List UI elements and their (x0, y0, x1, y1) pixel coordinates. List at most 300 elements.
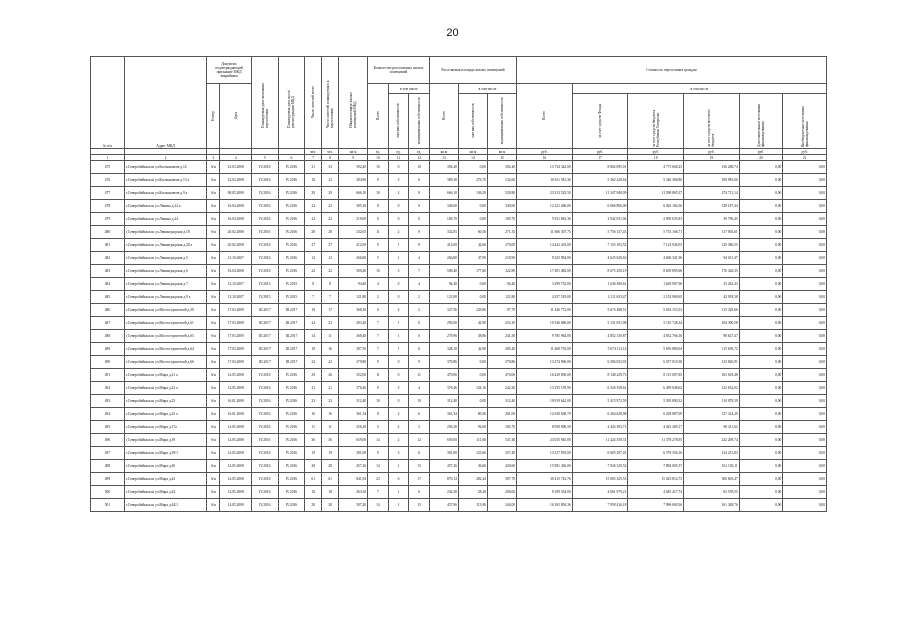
cell-res-pl: 22 (322, 265, 339, 278)
cell-area: 666,10 (339, 187, 368, 200)
cell-res: 19 (305, 447, 322, 460)
cell-a-tot: 470,06 (429, 369, 458, 382)
cell-n: 496 (91, 434, 125, 447)
cell-date: 14.05.2008 (220, 434, 251, 447)
cell-rooms: 14 (368, 499, 389, 512)
cell-c-loc: 306 603,47 (684, 473, 740, 486)
cell-a-priv: 0,00 (458, 291, 487, 304)
cell-r-mun: 17 (409, 473, 430, 486)
table-row (91, 200, 827, 213)
cell-c-oth: 0,00 (783, 174, 827, 187)
cell-c-fund: 5 131 651,98 (572, 317, 628, 330)
cell-c-tot: 13 274 906,00 (517, 356, 573, 369)
cell-rooms: 4 (368, 278, 389, 291)
cell-r-priv: 0 (388, 278, 409, 291)
cell-a-priv: 113,96 (458, 499, 487, 512)
column-number-cell: 2 (124, 155, 206, 161)
column-number-cell: 17 (572, 155, 628, 161)
cell-a-priv: 80,56 (458, 408, 487, 421)
cell-date: 16.04.2008 (220, 213, 251, 226)
cell-n: 481 (91, 239, 125, 252)
cell-a-tot: 500,40 (429, 265, 458, 278)
table-row (91, 265, 827, 278)
cell-demol: IV.2016 (278, 265, 305, 278)
cell-res-pl: 12 (322, 252, 339, 265)
cell-date: 16.04.2008 (220, 265, 251, 278)
cell-c-reg: 6 578 356,16 (628, 447, 684, 460)
cell-n: 484 (91, 278, 125, 291)
cell-demol: IV.2016 (278, 187, 305, 200)
table-row (91, 499, 827, 512)
cell-c-oth: 0,00 (783, 161, 827, 174)
header-cost-extra: Дополнительные источники финансирования (739, 94, 783, 149)
cell-res-pl: 28 (322, 499, 339, 512)
cell-c-fund: 5 756 137,43 (572, 226, 628, 239)
cell-res: 29 (305, 187, 322, 200)
cell-res: 31 (305, 161, 322, 174)
cell-res: 23 (305, 395, 322, 408)
table-row (91, 161, 827, 174)
cell-r-mun: 6 (409, 330, 430, 343)
cell-date: 13.10.2007 (220, 291, 251, 304)
cell-n: 499 (91, 473, 125, 486)
cell-demol: IV.2016 (278, 473, 305, 486)
unit-cell: руб. (517, 149, 573, 155)
cell-rooms: 6 (368, 213, 389, 226)
cell-c-tot: 12 221 266,00 (517, 200, 573, 213)
header-area-municipal: муниципальная собственность (487, 94, 516, 149)
cell-demol: IV.2016 (278, 252, 305, 265)
cell-demol: IV.2016 (278, 486, 305, 499)
cell-c-oth: 0,00 (783, 421, 827, 434)
cell-doc: б/н (207, 187, 220, 200)
cell-n: 482 (91, 252, 125, 265)
table-row (91, 213, 827, 226)
cell-doc: б/н (207, 239, 220, 252)
cell-res: 28 (305, 499, 322, 512)
cell-c-oth: 0,00 (783, 239, 827, 252)
cell-c-loc: 128 187,44 (684, 200, 740, 213)
cell-n: 480 (91, 226, 125, 239)
cell-res-pl: 8 (322, 278, 339, 291)
cell-a-mun: 169,70 (487, 213, 516, 226)
cell-c-tot: 23 213 525,50 (517, 187, 573, 200)
cell-a-tot: 279,96 (429, 330, 458, 343)
cell-addr: г.Северобайкальск ул.Мира д.25 а (124, 408, 206, 421)
cell-res-pl: 22 (322, 200, 339, 213)
cell-area: 376,46 (339, 382, 368, 395)
cell-a-mun: 218,90 (487, 252, 516, 265)
unit-cell: кв.м (487, 149, 516, 155)
cell-c-add: 0,00 (739, 356, 783, 369)
cell-res-pl: 16 (322, 408, 339, 421)
relocation-registry-table (90, 56, 827, 512)
cell-a-mun: 121,80 (487, 291, 516, 304)
cell-c-add: 0,00 (739, 460, 783, 473)
cell-area: 387,50 (339, 343, 368, 356)
cell-a-tot: 870,14 (429, 473, 458, 486)
cell-c-fund: 11 347 948,99 (572, 187, 628, 200)
cell-c-reg: 15 023 814,73 (628, 473, 684, 486)
cell-a-tot: 266,80 (429, 252, 458, 265)
unit-cell: ед. (409, 149, 430, 155)
cell-r-priv: 1 (388, 252, 409, 265)
cell-doc: б/н (207, 226, 220, 239)
cell-c-add: 0,00 (739, 447, 783, 460)
cell-addr: г.Северобайкальск ул.Мостостроителей д.61 (124, 317, 206, 330)
cell-n: 486 (91, 304, 125, 317)
cell-reloc: IV.2016 (251, 252, 278, 265)
cell-a-mun: 370,00 (487, 239, 516, 252)
cell-res-pl: 11 (322, 421, 339, 434)
cell-a-tot: 389,30 (429, 174, 458, 187)
cell-a-mun: 94,40 (487, 278, 516, 291)
cell-a-mun: 547,40 (487, 434, 516, 447)
cell-c-reg: 1 629 907,96 (628, 278, 684, 291)
cell-c-reg: 11 378 278,95 (628, 434, 684, 447)
table-row (91, 291, 827, 304)
cell-a-priv: 0,00 (458, 213, 487, 226)
cell-a-tot: 169,70 (429, 213, 458, 226)
cell-date: 14.05.2008 (220, 421, 251, 434)
cell-c-tot: 13 317 855,00 (517, 447, 573, 460)
cell-c-reg: 4 425 269,17 (628, 421, 684, 434)
cell-rooms: 10 (368, 265, 389, 278)
cell-res: 22 (305, 200, 322, 213)
cell-c-add: 0,00 (739, 499, 783, 512)
cell-date: 16.04.2008 (220, 200, 251, 213)
cell-a-mun: 392,40 (487, 161, 516, 174)
cell-c-loc: 33 263,43 (684, 278, 740, 291)
cell-doc: б/н (207, 447, 220, 460)
cell-c-add: 0,00 (739, 265, 783, 278)
cell-res-pl: 29 (322, 187, 339, 200)
header-planned-relocation: Планируемая дата окончания переселения (251, 57, 278, 149)
table-row (91, 174, 827, 187)
cell-res: 27 (305, 239, 322, 252)
cell-a-tot: 332,05 (429, 226, 458, 239)
cell-date: 14.05.2008 (220, 369, 251, 382)
cell-c-reg: 6 499 948,62 (628, 382, 684, 395)
cell-c-oth: 0,00 (783, 447, 827, 460)
cell-r-priv: 0 (388, 213, 409, 226)
cell-c-tot: 16 429 856,00 (517, 369, 573, 382)
cell-r-mun: 4 (409, 278, 430, 291)
cell-c-fund: 4 625 629,63 (572, 252, 628, 265)
header-doc-date: Дата (220, 84, 251, 149)
cell-c-oth: 0,00 (783, 473, 827, 486)
cell-rooms: 5 (368, 421, 389, 434)
cell-a-mun: 242,30 (487, 382, 516, 395)
unit-cell: руб. (628, 149, 684, 155)
cell-reloc: IV.2016 (251, 395, 278, 408)
cell-res: 29 (305, 369, 322, 382)
cell-date: 17.03.2009 (220, 317, 251, 330)
cell-rooms: 10 (368, 187, 389, 200)
cell-n: 494 (91, 408, 125, 421)
cell-res: 36 (305, 434, 322, 447)
table-row (91, 343, 827, 356)
cell-res-pl: 23 (322, 317, 339, 330)
cell-rooms: 11 (368, 226, 389, 239)
cell-r-mun: 6 (409, 343, 430, 356)
cell-res-pl: 28 (322, 226, 339, 239)
cell-c-fund: 6 264 628,98 (572, 408, 628, 421)
cell-a-tot: 121,80 (429, 291, 458, 304)
table-row (91, 239, 827, 252)
cell-a-tot: 328,10 (429, 343, 458, 356)
cell-a-mun: 253,10 (487, 317, 516, 330)
cell-a-mun: 281,00 (487, 408, 516, 421)
cell-a-tot: 457,96 (429, 499, 458, 512)
unit-cell: чел. (305, 149, 322, 155)
cell-date: 17.03.2009 (220, 356, 251, 369)
cell-a-priv: 28,30 (458, 486, 487, 499)
cell-c-add: 0,00 (739, 408, 783, 421)
cell-c-tot: 9 785 964,00 (517, 330, 573, 343)
cell-r-mun: 6 (409, 317, 430, 330)
cell-n: 491 (91, 369, 125, 382)
table-row (91, 278, 827, 291)
cell-area: 379,80 (339, 356, 368, 369)
cell-c-tot: 4 257 519,00 (517, 291, 573, 304)
cell-date: 13.10.2007 (220, 278, 251, 291)
cell-c-oth: 0,00 (783, 226, 827, 239)
cell-date: 23.03.2008 (220, 174, 251, 187)
cell-c-loc: 115 639,72 (684, 343, 740, 356)
cell-rooms: 2 (368, 291, 389, 304)
cell-demol: III.2017 (278, 356, 305, 369)
cell-date: 17.03.2009 (220, 304, 251, 317)
cell-demol: IV.2016 (278, 382, 305, 395)
header-residents: Число жителей всего (305, 57, 322, 149)
cell-res: 12 (305, 252, 322, 265)
cell-res: 22 (305, 356, 322, 369)
column-number-cell: 3 (207, 155, 220, 161)
cell-area: 381,00 (339, 447, 368, 460)
cell-r-priv: 2 (388, 421, 409, 434)
cell-c-add: 0,00 (739, 291, 783, 304)
cell-reloc: IV.2016 (251, 460, 278, 473)
cell-a-mun: 271,35 (487, 226, 516, 239)
cell-r-mun: 13 (409, 460, 430, 473)
cell-res-pl: 19 (322, 447, 339, 460)
cell-n: 479 (91, 213, 125, 226)
cell-r-priv: 0 (388, 356, 409, 369)
cell-r-mun: 9 (409, 226, 430, 239)
cell-c-reg: 4 775 668,25 (628, 161, 684, 174)
header-planned-demolition: Планируемая дата сноса/реконструкции МКД (278, 57, 305, 149)
cell-n: 492 (91, 382, 125, 395)
header-rooms-incl: в том числе (388, 84, 429, 94)
cell-demol: IV.2016 (278, 434, 305, 447)
cell-demol: IV.2016 (278, 421, 305, 434)
table-row (91, 356, 827, 369)
cell-c-tot: 30 415 743,76 (517, 473, 573, 486)
cell-addr: г.Северобайкальск ул.Ленинградская д.7 (124, 278, 206, 291)
cell-res-pl: 27 (322, 239, 339, 252)
cell-reloc: IV.2016 (251, 447, 278, 460)
table-row (91, 226, 827, 239)
cell-n: 478 (91, 200, 125, 213)
header-cost-other: Внебюджетные источники финансирования (783, 94, 827, 149)
cell-r-mun: 2 (409, 291, 430, 304)
cell-a-tot: 295,00 (429, 317, 458, 330)
cell-c-reg: 4 045 417,74 (628, 486, 684, 499)
cell-a-priv: 92,60 (458, 421, 487, 434)
cell-reloc: III.2017 (251, 304, 278, 317)
cell-a-tot: 349,60 (429, 200, 458, 213)
cell-r-priv: 2 (388, 408, 409, 421)
cell-c-reg: 5 393 890,32 (628, 395, 684, 408)
cell-rooms: 8 (368, 408, 389, 421)
cell-a-priv: 134,16 (458, 382, 487, 395)
column-number-cell: 6 (278, 155, 305, 161)
cell-c-loc: 98 627,47 (684, 330, 740, 343)
cell-reloc: IV.2016 (251, 239, 278, 252)
cell-c-oth: 0,00 (783, 408, 827, 421)
cell-r-priv: 3 (388, 265, 409, 278)
cell-r-mun: 6 (409, 447, 430, 460)
table-row (91, 317, 827, 330)
cell-a-priv: 60,56 (458, 226, 487, 239)
table-row (91, 395, 827, 408)
cell-reloc: IV.2016 (251, 499, 278, 512)
cell-rooms: 9 (368, 174, 389, 187)
cell-date: 17.03.2009 (220, 330, 251, 343)
cell-demol: III.2017 (278, 330, 305, 343)
unit-cell: руб. (783, 149, 827, 155)
cell-c-loc: 82 559,55 (684, 486, 740, 499)
cell-c-reg: 2 102 969,65 (628, 291, 684, 304)
cell-c-add: 0,00 (739, 473, 783, 486)
cell-c-tot: 10 919 642,00 (517, 395, 573, 408)
cell-c-loc: 117 003,61 (684, 226, 740, 239)
cell-n: 489 (91, 343, 125, 356)
cell-c-add: 0,00 (739, 395, 783, 408)
header-cost-group: Стоимость переселения граждан (517, 57, 827, 84)
column-number-cell: 13 (429, 155, 458, 161)
cell-c-tot: 10 346 686,00 (517, 317, 573, 330)
cell-c-fund: 5 674 288,51 (572, 304, 628, 317)
cell-c-loc: 134 251,83 (684, 447, 740, 460)
cell-c-fund: 5 362 228,64 (572, 174, 628, 187)
cell-c-oth: 0,00 (783, 343, 827, 356)
cell-rooms: 7 (368, 317, 389, 330)
cell-n: 483 (91, 265, 125, 278)
cell-area: 397,20 (339, 499, 368, 512)
column-number-cell: 8 (322, 155, 339, 161)
cell-r-mun: 13 (409, 499, 430, 512)
cell-area: 332,05 (339, 226, 368, 239)
cell-c-add: 0,00 (739, 434, 783, 447)
cell-rooms: 10 (368, 395, 389, 408)
cell-rooms: 7 (368, 343, 389, 356)
cell-reloc: IV.2015 (251, 278, 278, 291)
header-area-private: частная собственность (458, 94, 487, 149)
cell-c-loc: 127 324,29 (684, 408, 740, 421)
column-number-cell: 7 (305, 155, 322, 161)
column-number-cell: 9 (339, 155, 368, 161)
cell-c-fund: 7 153 103,52 (572, 239, 628, 252)
cell-a-priv: 42,90 (458, 317, 487, 330)
cell-a-priv: 0,00 (458, 356, 487, 369)
cell-r-priv: 5 (388, 174, 409, 187)
cell-r-priv: 2 (388, 226, 409, 239)
cell-c-oth: 0,00 (783, 395, 827, 408)
cell-c-oth: 0,00 (783, 187, 827, 200)
table-row (91, 304, 827, 317)
cell-addr: г.Северобайкальск ул.Мостостроителей д.63 (124, 330, 206, 343)
cell-c-reg: 4 832 766,16 (628, 330, 684, 343)
cell-doc: б/н (207, 395, 220, 408)
cell-c-loc: 156 268,74 (684, 161, 740, 174)
cell-date: 08.05.2008 (220, 187, 251, 200)
cell-n: 490 (91, 356, 125, 369)
cell-c-reg: 5 654 153,33 (628, 304, 684, 317)
cell-a-tot: 94,40 (429, 278, 458, 291)
cell-a-mun: 470,06 (487, 369, 516, 382)
cell-rooms: 8 (368, 200, 389, 213)
cell-c-add: 0,00 (739, 187, 783, 200)
cell-c-loc: 108 983,06 (684, 174, 740, 187)
cell-doc: б/н (207, 408, 220, 421)
cell-n: 487 (91, 317, 125, 330)
cell-a-mun: 349,60 (487, 200, 516, 213)
cell-rooms: 14 (368, 434, 389, 447)
cell-c-loc: 94 011,47 (684, 252, 740, 265)
cell-c-fund: 4 852 130,87 (572, 330, 628, 343)
cell-a-priv: 0,00 (458, 200, 487, 213)
cell-c-fund: 4 443 383,71 (572, 421, 628, 434)
cell-c-oth: 0,00 (783, 330, 827, 343)
cell-c-fund: 7 958 416,18 (572, 499, 628, 512)
cell-addr: г.Северобайкальск ул.Мостостроителей д.64 (124, 343, 206, 356)
cell-date: 14.05.2008 (220, 447, 251, 460)
cell-a-mun: 322,80 (487, 265, 516, 278)
cell-r-priv: 0 (388, 200, 409, 213)
cell-c-fund: 8 802 095,01 (572, 161, 628, 174)
cell-c-loc: 165 618,48 (684, 369, 740, 382)
cell-a-tot: 379,86 (429, 356, 458, 369)
cell-r-priv: 0 (388, 369, 409, 382)
header-rooms-municipal: муниципальная собственность (409, 94, 430, 149)
cell-demol: IV.2016 (278, 408, 305, 421)
cell-c-fund: 1 636 380,61 (572, 278, 628, 291)
cell-c-fund: 8 675 250,19 (572, 265, 628, 278)
cell-a-mun: 344,00 (487, 499, 516, 512)
cell-c-oth: 0,00 (783, 304, 827, 317)
cell-reloc: IV.2015 (251, 291, 278, 304)
cell-res-pl: 11 (322, 330, 339, 343)
cell-area: 305,30 (339, 200, 368, 213)
cell-c-tot: 8 958 906,50 (517, 421, 573, 434)
cell-area: 361,34 (339, 408, 368, 421)
cell-r-mun: 8 (409, 187, 430, 200)
cell-res: 8 (305, 278, 322, 291)
cell-res-pl: 16 (322, 343, 339, 356)
cell-demol: IV.2015 (278, 291, 305, 304)
unit-cell: кв.м (339, 149, 368, 155)
cell-res: 21 (305, 382, 322, 395)
cell-a-priv: 0,00 (458, 395, 487, 408)
cell-reloc: IV.2016 (251, 161, 278, 174)
cell-a-priv: 38,86 (458, 330, 487, 343)
table-row (91, 369, 827, 382)
cell-a-mun: 420,60 (487, 460, 516, 473)
cell-res-pl: 17 (322, 304, 339, 317)
cell-n: 498 (91, 460, 125, 473)
